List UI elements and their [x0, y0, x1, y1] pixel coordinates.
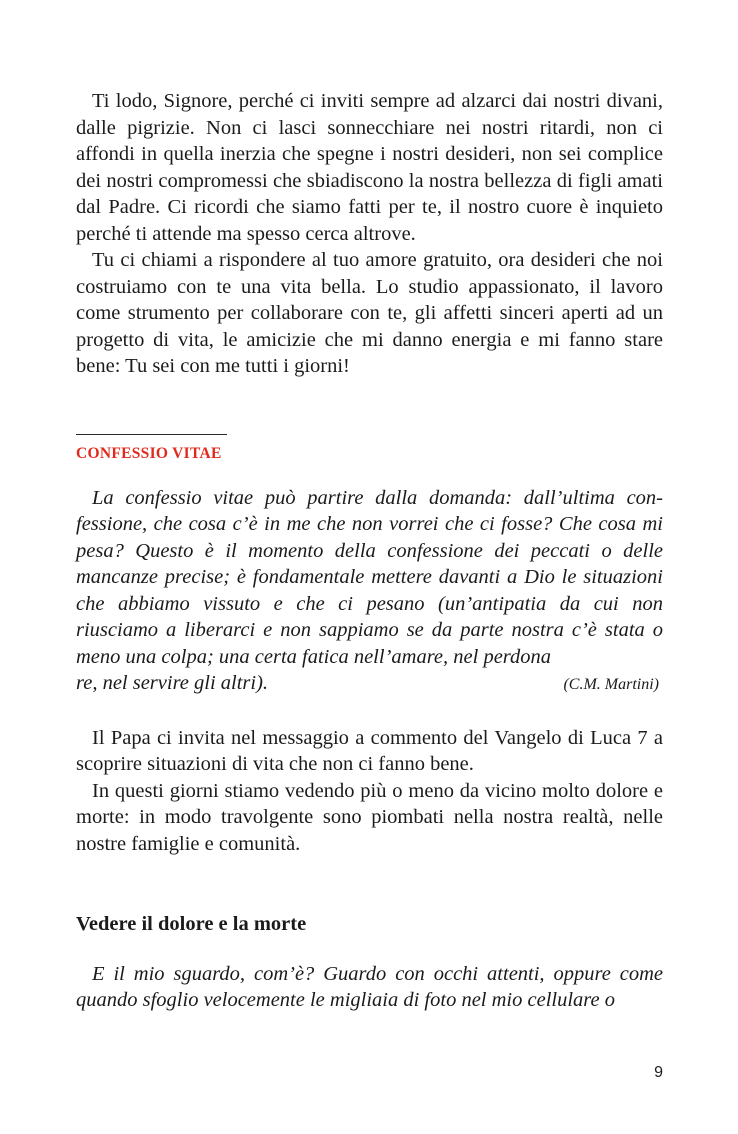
body-paragraph: Tu ci chiami a rispondere al tuo amore gratuito, ora desideri che noi costruiamo con te una vita bella. Lo studio appassionato, il lavoro come strumento per collaborare con te, gli affetti sinceri aperti ad un progetto di vita, le amicizie che mi danno energia e mi fanno stare bene: Tu sei con me tutti i giorni! [76, 249, 663, 377]
subsection-heading: Vedere il dolore e la morte [76, 913, 307, 935]
section-label: CONFESSIO VITAE [76, 444, 222, 462]
quote-attribution: (C.M. Martini) [563, 676, 659, 693]
quote-closing-line [76, 670, 663, 699]
spacer [76, 380, 663, 434]
body-paragraph: Il Papa ci invita nel messaggio a commento del Vangelo di Luca 7 a scoprire situazioni di vita che non ci fanno bene. [76, 726, 663, 775]
quote-text: La confessio vitae può partire dalla domanda: dall’ultima confessione, che cosa c’è in me che non vorrei che ci fosse? Che cosa mi pesa? Questo è il momento della confessione dei peccati o delle mancanze precise; è fondamentale mettere davanti a Dio le situazioni che abbiamo vissuto e che ci pesano (un’antipatia da cui non riusciamo a liberarci e non sappiamo se da parte nostra c’è stata o meno una colpa; una certa fatica nell’amare, nel perdona [76, 486, 663, 668]
body-paragraph: Ti lodo, Signore, perché ci inviti sempre ad alzarci dai nostri divani, dalle pigrizie. Non ci lasci sonnecchiare nei nostri ritardi, non ci affondi in quella inerzia che spegne i nostri desideri, non sei complice dei nostri compromessi che sbiadiscono la nostra bellezza di figli amati dal Padre. Ci ricordi che siamo fatti per te, il nostro cuore è inquieto perché ti attende ma spesso cerca altrove. [76, 90, 663, 245]
spacer [76, 699, 663, 725]
body-paragraph: In questi giorni stiamo vedendo più o meno da vicino molto dolore e morte: in modo travolgente sono piombati nella nostra realtà, nelle nostre famiglie e comunità. [76, 779, 663, 855]
page-content [76, 88, 663, 1014]
subsection-paragraph: E il mio sguardo, com’è? Guardo con occhi attenti, oppure come quando sfoglio velocemente le migliaia di foto nel mio cellulare o [76, 962, 663, 1011]
section-rule [76, 434, 227, 435]
quote-text-end: re, nel servire gli altri). [76, 672, 269, 694]
spacer [76, 857, 663, 911]
page-number: 9 [654, 1064, 663, 1081]
